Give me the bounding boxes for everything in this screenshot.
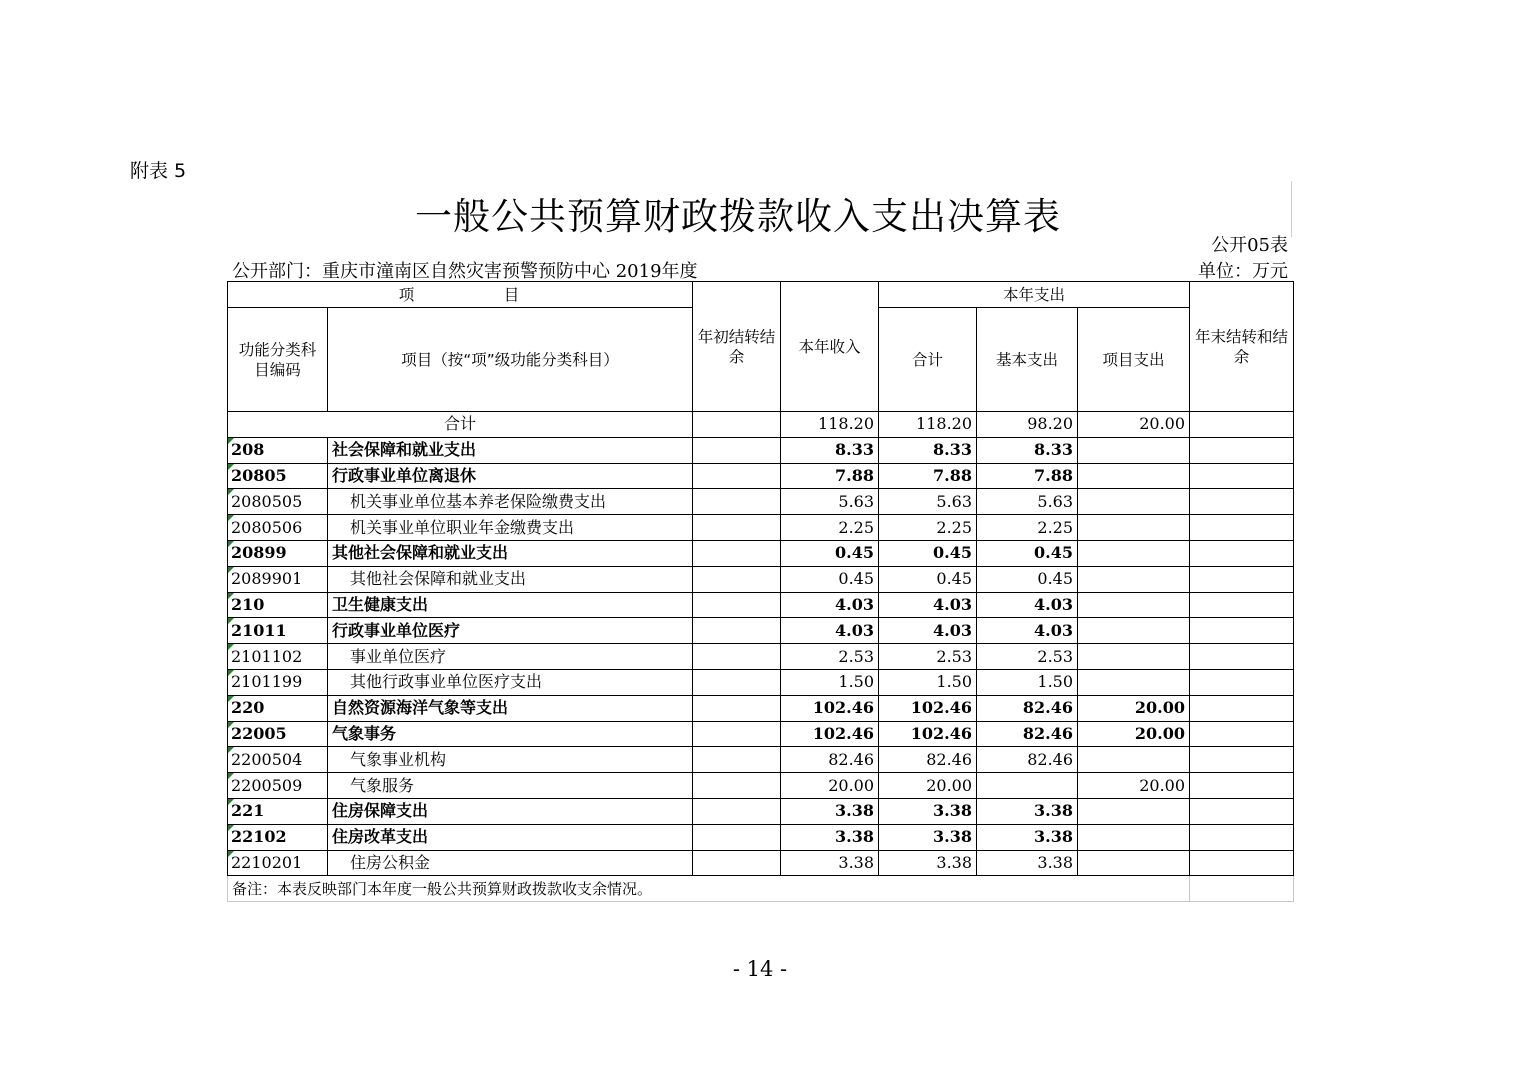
cell-income: 82.46 — [781, 747, 879, 773]
cell-total: 102.46 — [879, 721, 977, 747]
cell-income: 3.38 — [781, 824, 879, 850]
cell-name: 机关事业单位职业年金缴费支出 — [328, 515, 693, 541]
cell-name: 住房改革支出 — [328, 824, 693, 850]
cell-opening — [693, 618, 781, 644]
cell-code: 20805 — [228, 463, 328, 489]
cell-total: 3.38 — [879, 798, 977, 824]
cell-opening — [693, 592, 781, 618]
cell-project — [1078, 850, 1190, 876]
cell-basic: 0.45 — [977, 566, 1078, 592]
cell-opening — [693, 566, 781, 592]
cell-closing — [1190, 721, 1294, 747]
department-line: 公开部门：重庆市潼南区自然灾害预警预防中心 2019年度 — [232, 261, 698, 282]
cell-closing — [1190, 850, 1294, 876]
table-row — [228, 773, 1294, 799]
table-row — [228, 644, 1294, 670]
cell-project — [1078, 618, 1190, 644]
cell-closing — [1190, 412, 1294, 438]
cell-income: 4.03 — [781, 618, 879, 644]
page-title: 一般公共预算财政拨款收入支出决算表 — [415, 195, 1061, 238]
cell-income: 102.46 — [781, 721, 879, 747]
cell-total: 82.46 — [879, 747, 977, 773]
cell-opening — [693, 721, 781, 747]
basic-expense-header: 基本支出 — [977, 308, 1078, 412]
cell-project: 20.00 — [1078, 773, 1190, 799]
cell-closing — [1190, 437, 1294, 463]
note-row — [228, 876, 1294, 902]
cell-income: 1.50 — [781, 669, 879, 695]
cell-name: 自然资源海洋气象等支出 — [328, 695, 693, 721]
cell-closing — [1190, 618, 1294, 644]
cell-basic: 4.03 — [977, 592, 1078, 618]
cell-basic: 1.50 — [977, 669, 1078, 695]
cell-project — [1078, 644, 1190, 670]
cell-project: 20.00 — [1078, 721, 1190, 747]
cell-opening — [693, 412, 781, 438]
cell-opening — [693, 773, 781, 799]
cell-income: 0.45 — [781, 566, 879, 592]
cell-basic: 2.25 — [977, 515, 1078, 541]
note-text: 备注：本表反映部门本年度一般公共预算财政拨款收支余情况。 — [228, 876, 1190, 902]
cell-closing — [1190, 824, 1294, 850]
cell-name: 其他行政事业单位医疗支出 — [328, 669, 693, 695]
cell-closing — [1190, 515, 1294, 541]
form-code: 公开05表 — [1211, 235, 1288, 256]
cell-project — [1078, 592, 1190, 618]
cell-project — [1078, 489, 1190, 515]
cell-closing — [1190, 644, 1294, 670]
cell-closing — [1190, 540, 1294, 566]
cell-name: 行政事业单位医疗 — [328, 618, 693, 644]
cell-code: 208 — [228, 437, 328, 463]
cell-opening — [693, 489, 781, 515]
cell-total: 4.03 — [879, 592, 977, 618]
cell-basic: 0.45 — [977, 540, 1078, 566]
cell-total: 3.38 — [879, 824, 977, 850]
cell-code: 2089901 — [228, 566, 328, 592]
cell-opening — [693, 747, 781, 773]
cell-closing — [1190, 695, 1294, 721]
cell-opening — [693, 824, 781, 850]
table-row — [228, 721, 1294, 747]
cell-project — [1078, 747, 1190, 773]
cell-income: 3.38 — [781, 798, 879, 824]
unit-label: 单位：万元 — [1198, 261, 1288, 282]
cell-basic: 3.38 — [977, 824, 1078, 850]
cell-project — [1078, 463, 1190, 489]
cell-code: 21011 — [228, 618, 328, 644]
cell-code: 221 — [228, 798, 328, 824]
cell-basic: 2.53 — [977, 644, 1078, 670]
cell-code: 22102 — [228, 824, 328, 850]
cell-basic: 8.33 — [977, 437, 1078, 463]
cell-code: 2200504 — [228, 747, 328, 773]
cell-code: 2080505 — [228, 489, 328, 515]
cell-opening — [693, 463, 781, 489]
cell-name: 气象事业机构 — [328, 747, 693, 773]
cell-opening — [693, 798, 781, 824]
cell-income: 2.53 — [781, 644, 879, 670]
cell-code: 20899 — [228, 540, 328, 566]
cell-opening — [693, 437, 781, 463]
cell-project: 20.00 — [1078, 695, 1190, 721]
cell-income: 5.63 — [781, 489, 879, 515]
table-row — [228, 463, 1294, 489]
name-header: 项目（按“项”级功能分类科目） — [328, 308, 693, 412]
cell-code: 210 — [228, 592, 328, 618]
cell-income: 20.00 — [781, 773, 879, 799]
cell-code: 22005 — [228, 721, 328, 747]
cell-basic: 82.46 — [977, 747, 1078, 773]
cell-income: 0.45 — [781, 540, 879, 566]
cell-basic — [977, 773, 1078, 799]
table-row — [228, 540, 1294, 566]
project-expense-header: 项目支出 — [1078, 308, 1190, 412]
cell-income: 3.38 — [781, 850, 879, 876]
total-expense-header: 合计 — [879, 308, 977, 412]
table-row — [228, 489, 1294, 515]
cell-total: 2.25 — [879, 515, 977, 541]
cell-basic: 98.20 — [977, 412, 1078, 438]
cell-closing — [1190, 669, 1294, 695]
cell-closing — [1190, 747, 1294, 773]
cell-project — [1078, 798, 1190, 824]
cell-name: 其他社会保障和就业支出 — [328, 566, 693, 592]
budget-table — [227, 281, 1294, 902]
cell-opening — [693, 695, 781, 721]
expense-group-header: 本年支出 — [879, 282, 1190, 308]
cell-closing — [1190, 566, 1294, 592]
cell-opening — [693, 644, 781, 670]
cell-total: 8.33 — [879, 437, 977, 463]
cell-name: 气象服务 — [328, 773, 693, 799]
cell-total: 20.00 — [879, 773, 977, 799]
cell-total: 0.45 — [879, 540, 977, 566]
cell-name: 机关事业单位基本养老保险缴费支出 — [328, 489, 693, 515]
cell-name: 卫生健康支出 — [328, 592, 693, 618]
cell-name: 社会保障和就业支出 — [328, 437, 693, 463]
table-row — [228, 824, 1294, 850]
cell-name: 住房公积金 — [328, 850, 693, 876]
cell-project — [1078, 437, 1190, 463]
cell-basic: 82.46 — [977, 695, 1078, 721]
cell-closing — [1190, 773, 1294, 799]
cell-total: 7.88 — [879, 463, 977, 489]
cell-code: 2200509 — [228, 773, 328, 799]
cell-income: 4.03 — [781, 592, 879, 618]
table-row — [228, 592, 1294, 618]
cell-basic: 5.63 — [977, 489, 1078, 515]
cell-name: 事业单位医疗 — [328, 644, 693, 670]
cell-project — [1078, 566, 1190, 592]
cell-code: 2080506 — [228, 515, 328, 541]
item-header: 项 目 — [228, 282, 693, 308]
cell-opening — [693, 540, 781, 566]
cell-code: 220 — [228, 695, 328, 721]
cell-project — [1078, 540, 1190, 566]
cell-basic: 7.88 — [977, 463, 1078, 489]
cell-basic: 3.38 — [977, 798, 1078, 824]
border-line — [1291, 181, 1292, 237]
cell-income: 7.88 — [781, 463, 879, 489]
cell-total: 118.20 — [879, 412, 977, 438]
cell-opening — [693, 515, 781, 541]
cell-opening — [693, 850, 781, 876]
cell-code: 2101199 — [228, 669, 328, 695]
cell-closing — [1190, 592, 1294, 618]
cell-basic: 4.03 — [977, 618, 1078, 644]
cell-income: 8.33 — [781, 437, 879, 463]
table-row — [228, 798, 1294, 824]
cell-name: 行政事业单位离退休 — [328, 463, 693, 489]
opening-balance-header: 年初结转结余 — [693, 282, 781, 412]
cell-name: 住房保障支出 — [328, 798, 693, 824]
total-row — [228, 412, 1294, 438]
cell-total: 5.63 — [879, 489, 977, 515]
income-header: 本年收入 — [781, 282, 879, 412]
cell-total: 102.46 — [879, 695, 977, 721]
table-row — [228, 618, 1294, 644]
page-number: - 14 - — [732, 957, 788, 981]
cell-project — [1078, 515, 1190, 541]
cell-project — [1078, 824, 1190, 850]
cell-name: 其他社会保障和就业支出 — [328, 540, 693, 566]
table-row — [228, 437, 1294, 463]
cell-code: 2210201 — [228, 850, 328, 876]
cell-income: 118.20 — [781, 412, 879, 438]
table-row — [228, 566, 1294, 592]
total-label: 合计 — [228, 412, 693, 438]
table-row — [228, 515, 1294, 541]
cell-name: 气象事务 — [328, 721, 693, 747]
cell-income: 102.46 — [781, 695, 879, 721]
cell-project — [1078, 669, 1190, 695]
cell-code: 2101102 — [228, 644, 328, 670]
cell-project: 20.00 — [1078, 412, 1190, 438]
table-row — [228, 669, 1294, 695]
cell-total: 1.50 — [879, 669, 977, 695]
cell-closing — [1190, 798, 1294, 824]
closing-balance-header: 年末结转和结余 — [1190, 282, 1294, 412]
table-row — [228, 695, 1294, 721]
cell-total: 2.53 — [879, 644, 977, 670]
cell-closing — [1190, 463, 1294, 489]
code-header: 功能分类科目编码 — [228, 308, 328, 412]
cell-total: 3.38 — [879, 850, 977, 876]
cell-basic: 3.38 — [977, 850, 1078, 876]
cell-total: 0.45 — [879, 566, 977, 592]
cell-basic: 82.46 — [977, 721, 1078, 747]
attachment-label: 附表 5 — [130, 160, 187, 182]
table-row — [228, 850, 1294, 876]
table-row — [228, 747, 1294, 773]
cell-closing — [1190, 489, 1294, 515]
note-empty-cell — [1190, 876, 1294, 902]
cell-total: 4.03 — [879, 618, 977, 644]
cell-income: 2.25 — [781, 515, 879, 541]
cell-opening — [693, 669, 781, 695]
